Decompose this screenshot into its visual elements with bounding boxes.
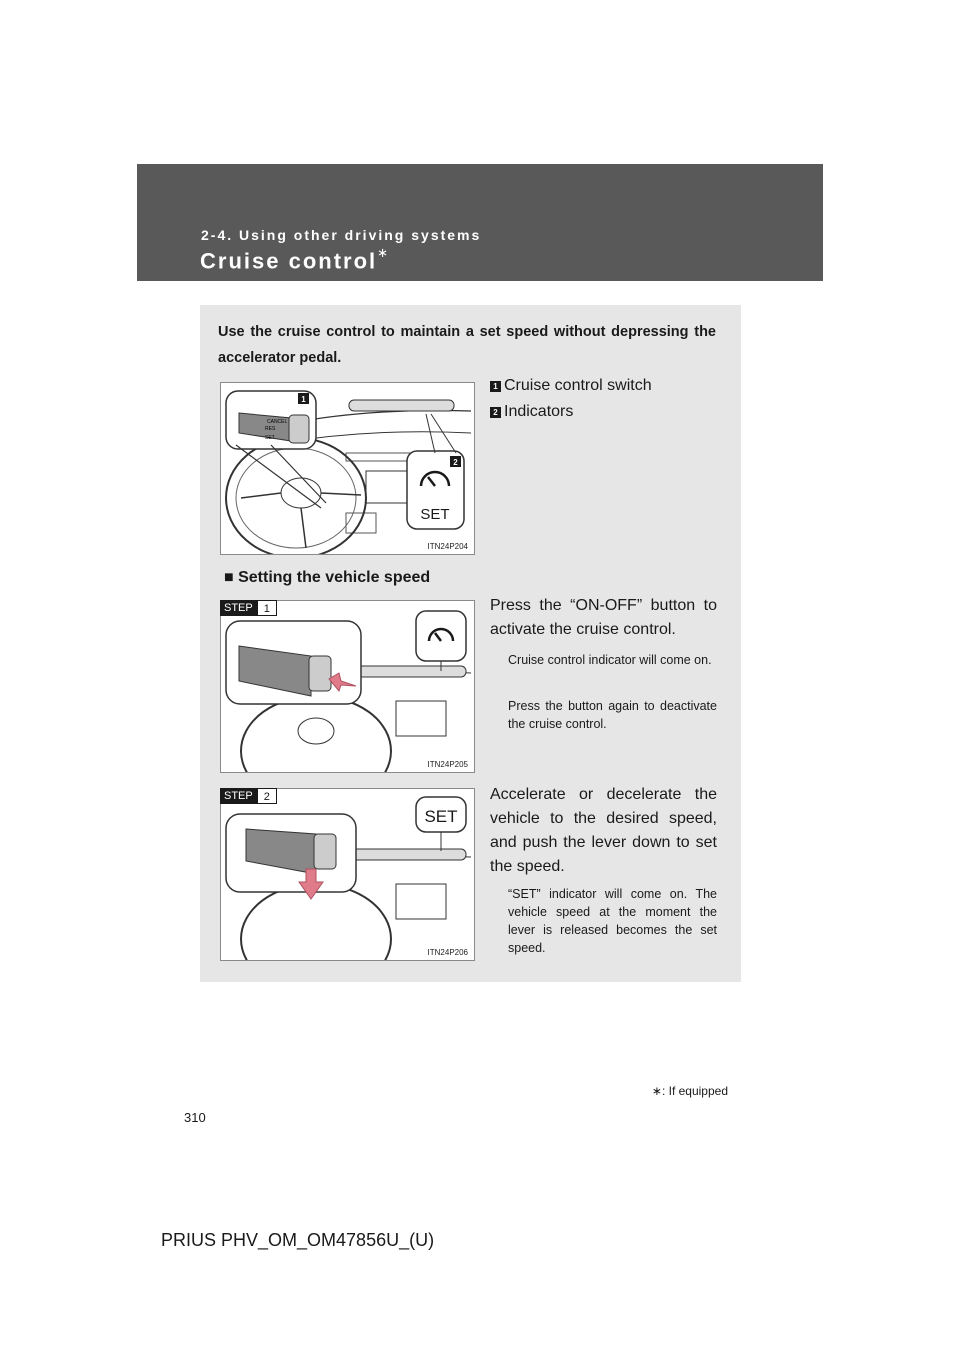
- figure-code: ITN24P206: [427, 948, 468, 957]
- step-1-note-2: Press the button again to deactivate the cruise control.: [508, 699, 717, 731]
- step-1-illustration: [221, 601, 474, 772]
- step-2-note-1: “SET” indicator will come on. The vehicle speed at the moment the lever is released becomes the set speed.: [508, 887, 717, 955]
- figure-cruise-control-overview: [220, 382, 475, 555]
- lever-label-set: SET: [265, 435, 275, 441]
- equipped-mark: ∗: [377, 245, 391, 260]
- callout-2: 2: [453, 458, 458, 467]
- intro-text: Use the cruise control to maintain a set speed without depressing the accelerator pedal.: [218, 324, 716, 366]
- set-indicator-label: SET: [424, 807, 458, 826]
- set-indicator-label: SET: [420, 506, 450, 523]
- lever-label-res: RES: [265, 426, 276, 432]
- document-id: PRIUS PHV_OM_OM47856U_(U): [161, 1230, 435, 1250]
- page-title: [200, 245, 391, 274]
- figure-step-2: [220, 788, 475, 961]
- page-title-text: Cruise control: [200, 248, 378, 274]
- legend-num: 1: [490, 381, 501, 392]
- step-number: 1: [257, 600, 277, 616]
- header-band: [137, 164, 823, 281]
- figure-step-1: [220, 600, 475, 773]
- step-badge-2: [220, 788, 277, 804]
- step-1-text: Press the “ON-OFF” button to activate the cruise control.: [490, 597, 717, 638]
- step-2-illustration: [221, 789, 474, 960]
- legend-item-1: [490, 377, 652, 395]
- lever-label-cancel: CANCEL: [267, 419, 288, 425]
- step-label: STEP: [220, 788, 257, 804]
- page-number: 310: [184, 1110, 206, 1125]
- step-1-note-1: Cruise control indicator will come on.: [508, 653, 712, 667]
- step-label: STEP: [220, 600, 257, 616]
- step-2-text: Accelerate or decelerate the vehicle to the desired speed, and push the lever down to set the speed.: [490, 786, 717, 875]
- subheading: ■ Setting the vehicle speed: [224, 569, 431, 586]
- legend-num: 2: [490, 407, 501, 418]
- step-badge-1: [220, 600, 277, 616]
- section-label: 2-4. Using other driving systems: [201, 227, 482, 243]
- content-box: [200, 305, 741, 982]
- footnote: ∗: If equipped: [651, 1084, 728, 1098]
- legend-label: Indicators: [504, 403, 574, 420]
- figure-code: ITN24P205: [427, 760, 468, 769]
- figure-code: ITN24P204: [427, 542, 468, 551]
- dashboard-illustration: [221, 383, 474, 554]
- step-number: 2: [257, 788, 277, 804]
- legend-label: Cruise control switch: [504, 377, 652, 394]
- legend-item-2: [490, 403, 573, 421]
- callout-1: 1: [301, 395, 306, 404]
